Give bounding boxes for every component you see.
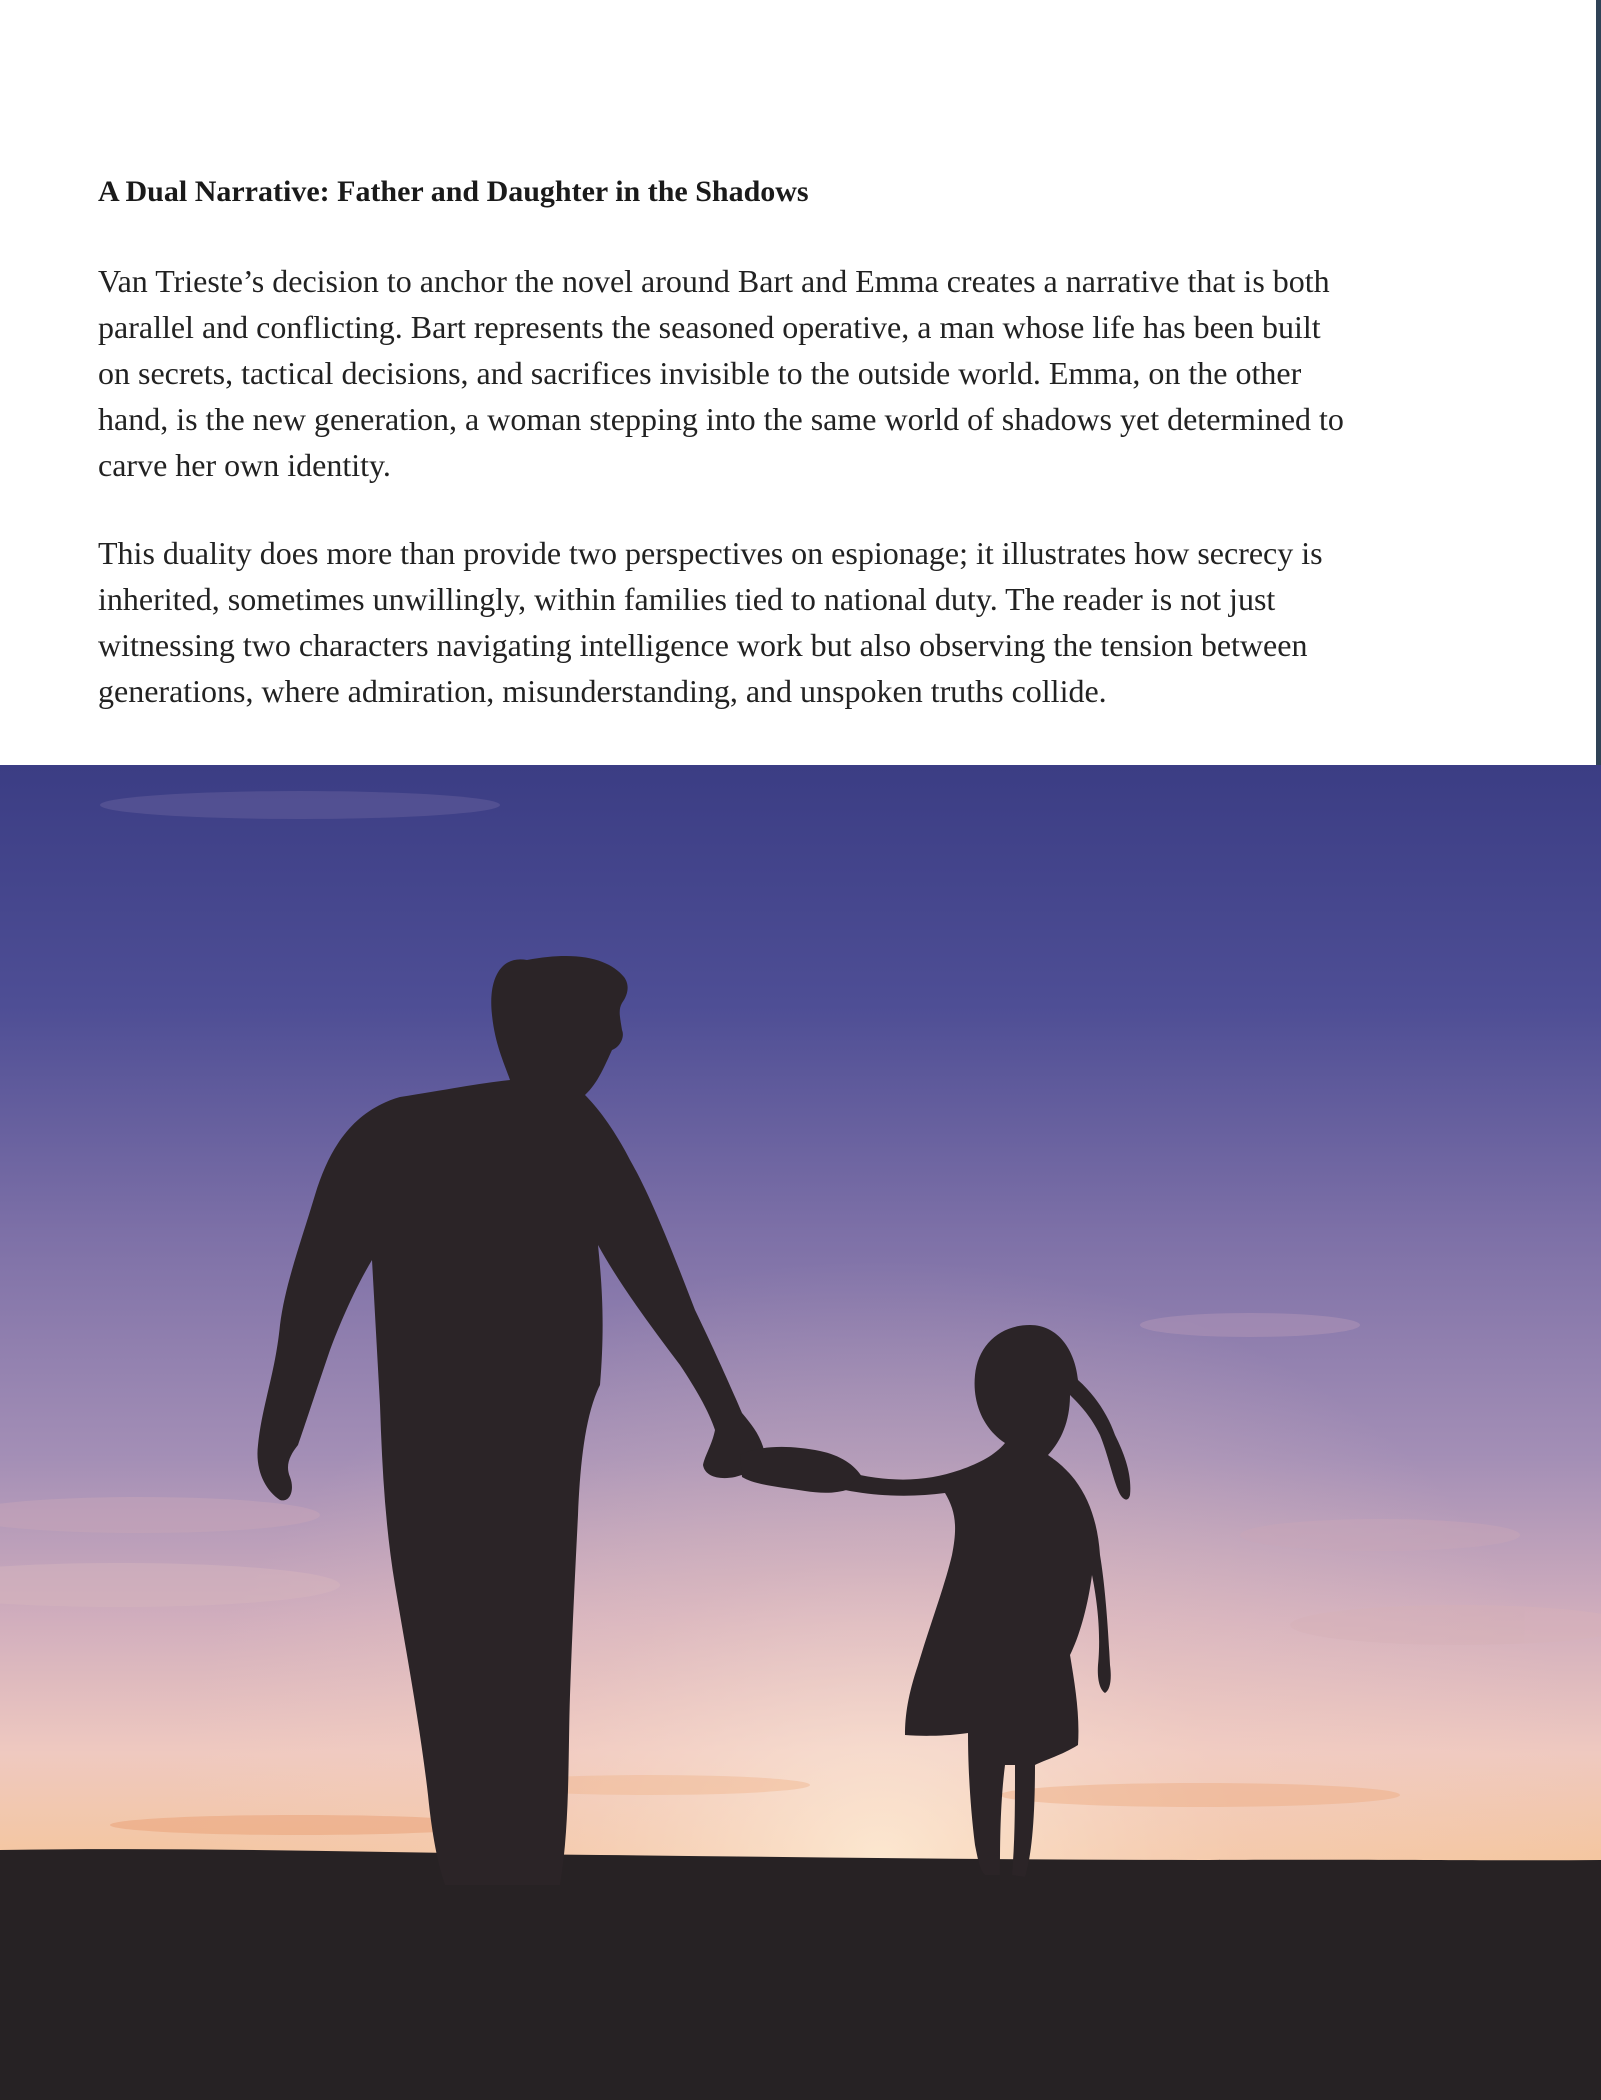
paragraph-1 bbox=[98, 258, 1498, 488]
paragraph-line: hand, is the new generation, a woman stepping into the same world of shadows yet determined to bbox=[98, 401, 1344, 437]
paragraph-2 bbox=[98, 530, 1498, 714]
article-text bbox=[98, 168, 1498, 756]
paragraph-line: on secrets, tactical decisions, and sacrifices invisible to the outside world. Emma, on the other bbox=[98, 355, 1302, 391]
father-daughter-silhouette-photo bbox=[0, 765, 1601, 2100]
foreground-shadow bbox=[0, 1930, 1601, 2100]
paragraph-line: inherited, sometimes unwillingly, within families tied to national duty. The reader is not just bbox=[98, 581, 1276, 617]
paragraph-line: This duality does more than provide two perspectives on espionage; it illustrates how secrecy is bbox=[98, 535, 1323, 571]
paragraph-line: witnessing two characters navigating intelligence work but also observing the tension between bbox=[98, 627, 1308, 663]
paragraph-line: Van Trieste’s decision to anchor the novel around Bart and Emma creates a narrative that is both bbox=[98, 263, 1330, 299]
paragraph-line: parallel and conflicting. Bart represents the seasoned operative, a man whose life has been built bbox=[98, 309, 1321, 345]
paragraph-line: carve her own identity. bbox=[98, 447, 391, 483]
paragraph-line: generations, where admiration, misunderstanding, and unspoken truths collide. bbox=[98, 673, 1107, 709]
section-heading: A Dual Narrative: Father and Daughter in the Shadows bbox=[98, 175, 809, 208]
